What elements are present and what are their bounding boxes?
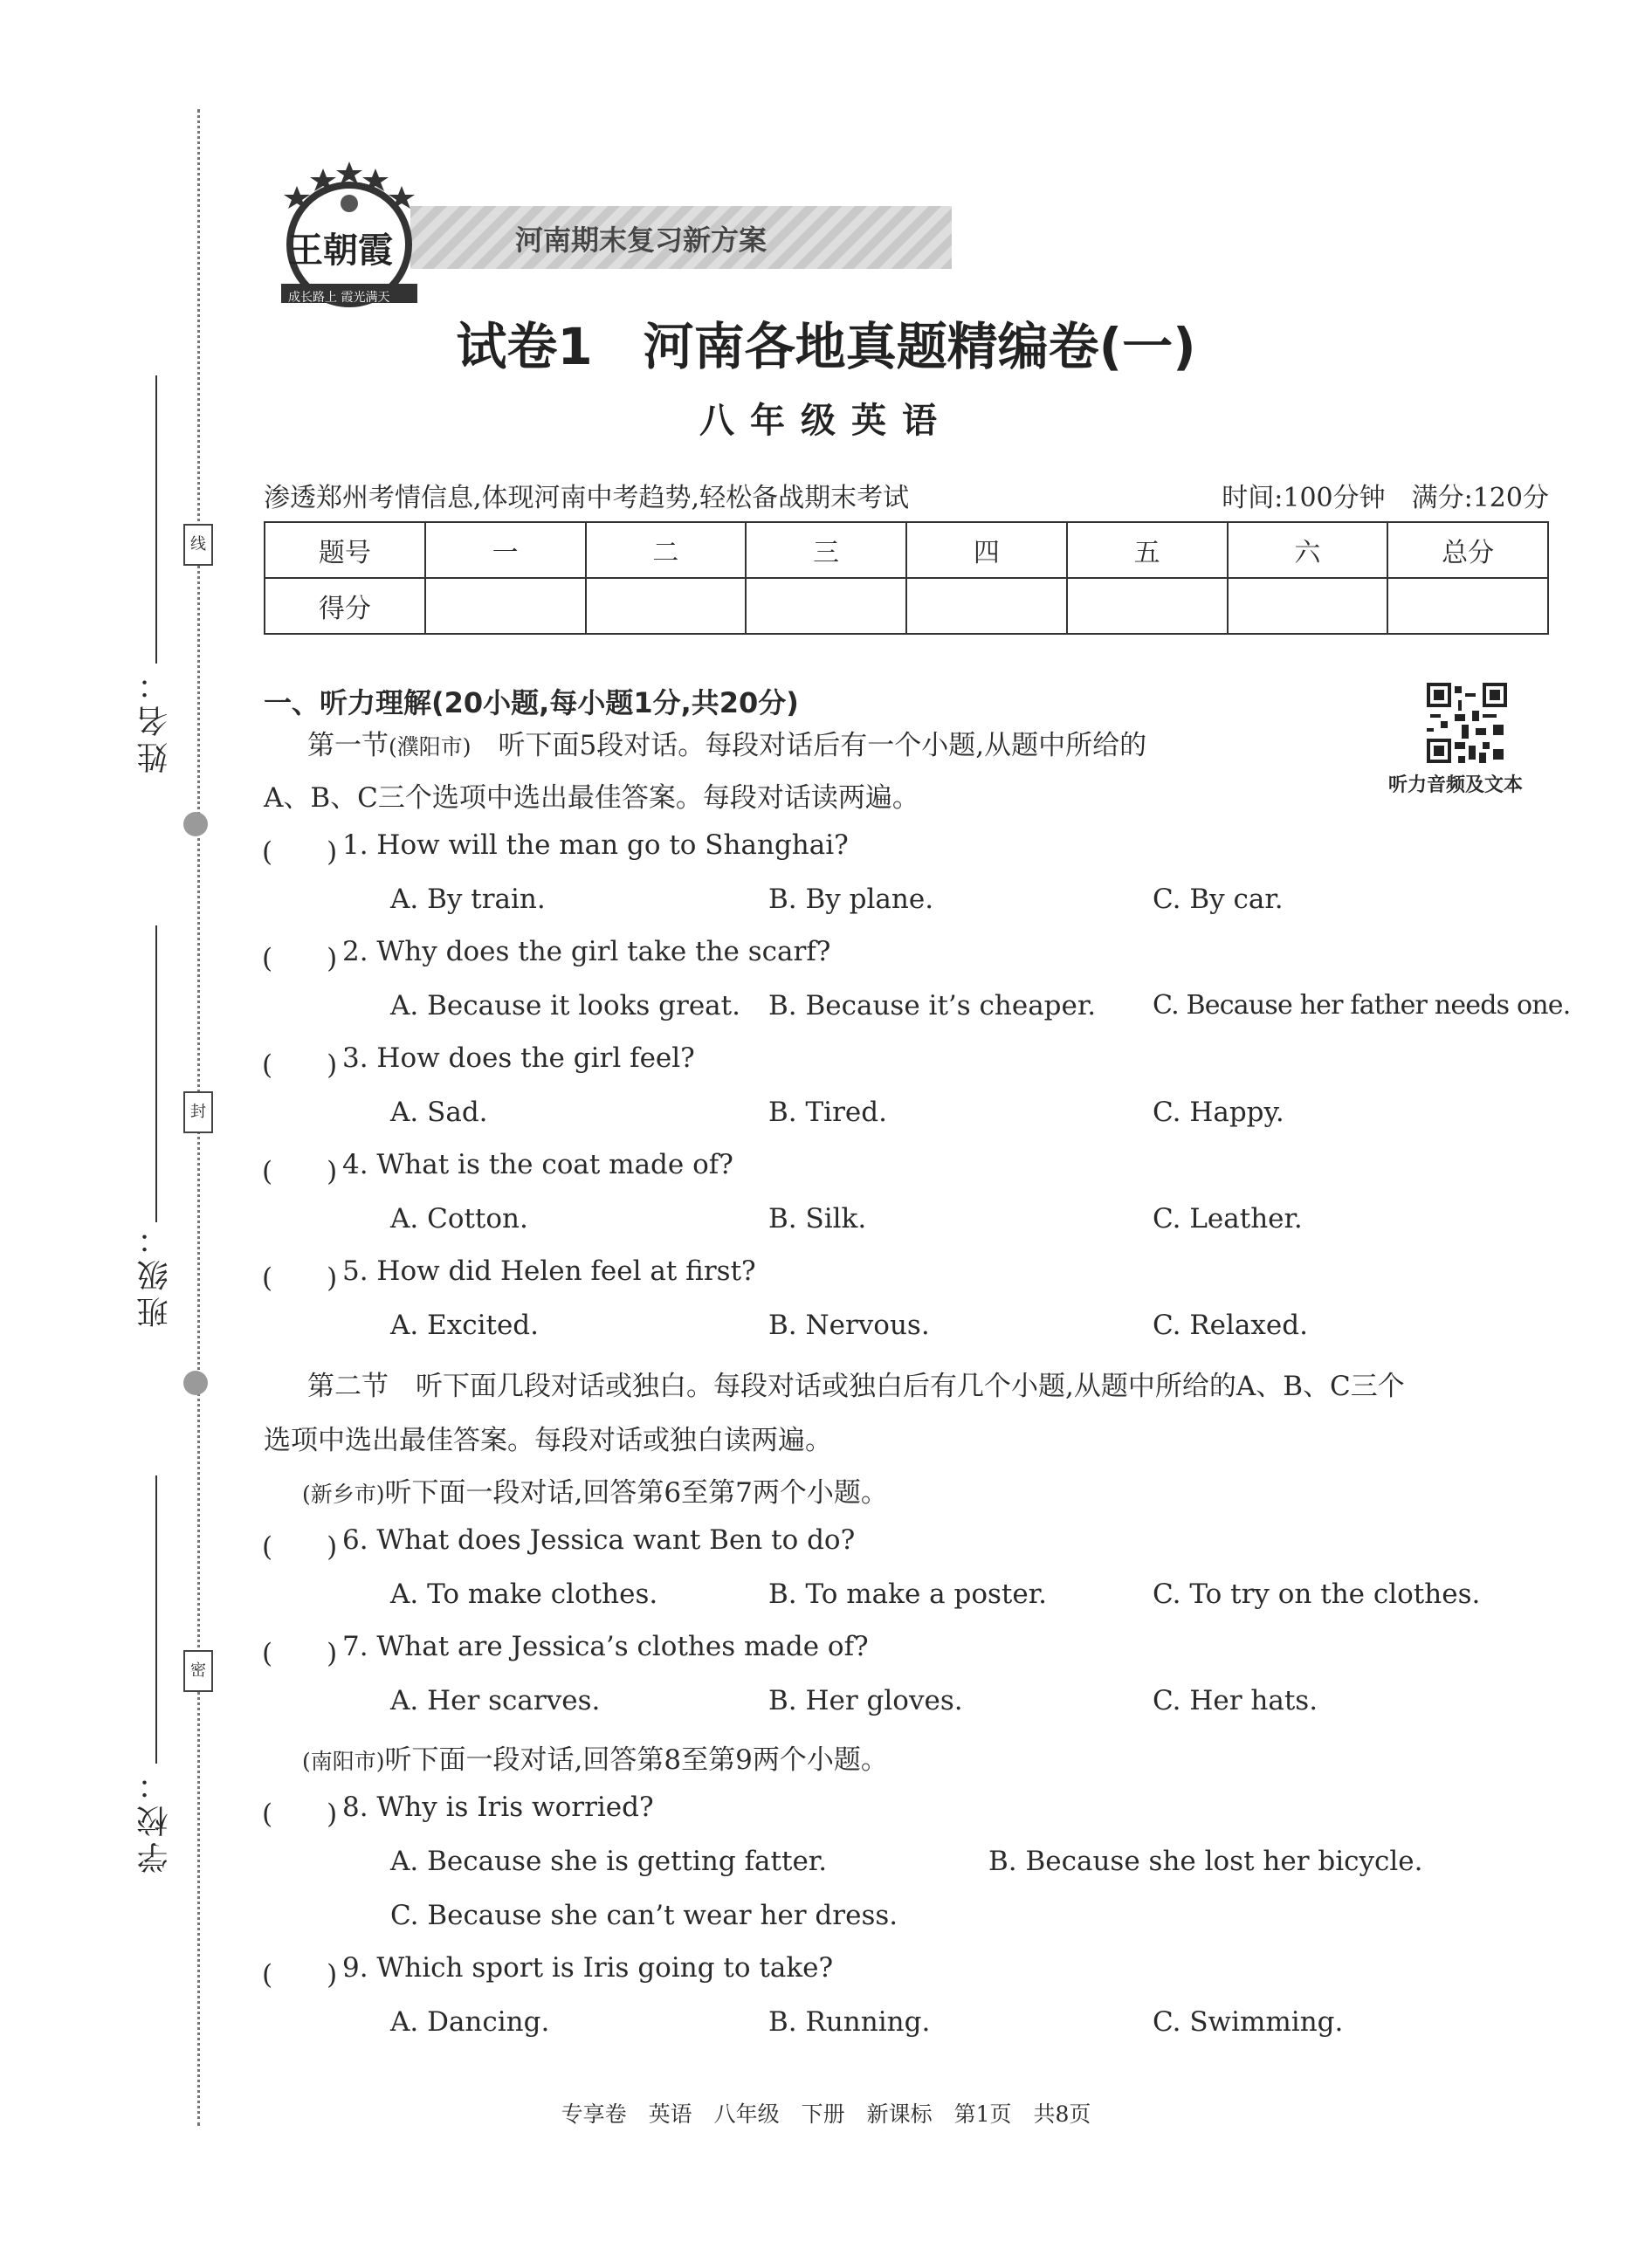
cut-mark-line: 线: [183, 524, 213, 566]
cut-mark-seal: 封: [183, 1091, 213, 1133]
option-b: B. Her gloves.: [768, 1685, 963, 1716]
part2-instruction-cont: 选项中选出最佳答案。每段对话或独白读两遍。: [264, 1425, 832, 1456]
option-c: C. Swimming.: [1153, 2006, 1344, 2038]
question-text: 2. Why does the girl take the scarf?: [342, 936, 831, 967]
logo-brand: 王朝霞: [288, 230, 393, 271]
score-cell[interactable]: [1067, 578, 1228, 634]
option-c: C. Happy.: [1153, 1097, 1284, 1128]
option-a: A. Cotton.: [390, 1203, 528, 1235]
answer-bracket[interactable]: ( ): [262, 1531, 338, 1563]
exam-title: 试卷1 河南各地真题精编卷(一): [456, 317, 1196, 376]
exam-subtitle: 八年级英语: [699, 401, 953, 441]
option-b: B. Because she lost her bicycle.: [988, 1846, 1423, 1877]
score-header-cell: 一: [425, 522, 586, 578]
option-c: C. To try on the clothes.: [1153, 1578, 1481, 1610]
option-a: A. Excited.: [390, 1310, 539, 1341]
option-c: C. By car.: [1153, 884, 1284, 915]
answer-bracket[interactable]: ( ): [262, 1799, 338, 1830]
question-text: 4. What is the coat made of?: [342, 1149, 733, 1180]
question-text: 5. How did Helen feel at first?: [342, 1255, 756, 1287]
question-text: 7. What are Jessica’s clothes made of?: [342, 1631, 869, 1662]
school-label: 学校：: [137, 1764, 173, 1874]
question-text: 3. How does the girl feel?: [342, 1042, 695, 1074]
swirl-icon: [183, 1371, 208, 1395]
score-cell[interactable]: [425, 578, 586, 634]
question-text: 6. What does Jessica want Ben to do?: [342, 1524, 856, 1556]
part1-instruction: 第一节(濮阳市) 听下面5段对话。每段对话后有一个小题,从题中所给的: [307, 730, 1147, 761]
class-underline: [155, 925, 157, 1222]
answer-bracket[interactable]: ( ): [262, 1638, 338, 1669]
question-text: 9. Which sport is Iris going to take?: [342, 1952, 834, 1984]
option-b: B. Silk.: [768, 1203, 867, 1235]
option-a: A. Because she is getting fatter.: [390, 1846, 828, 1877]
cut-mark-secret: 密: [183, 1650, 213, 1692]
exam-tagline: 渗透郑州考情信息,体现河南中考趋势,轻松备战期末考试: [264, 483, 910, 513]
option-a: A. Sad.: [390, 1097, 488, 1128]
option-b: B. To make a poster.: [768, 1578, 1047, 1610]
option-b: B. By plane.: [768, 884, 934, 915]
part1-instruction-cont: A、B、C三个选项中选出最佳答案。每段对话读两遍。: [264, 782, 919, 814]
score-header-cell: 四: [906, 522, 1067, 578]
score-cell[interactable]: [1228, 578, 1388, 634]
option-c: C. Because she can’t wear her dress.: [390, 1900, 898, 1931]
source-city: (濮阳市): [389, 734, 472, 760]
option-c: C. Because her father needs one.: [1153, 990, 1571, 1021]
score-header-cell: 题号: [265, 522, 425, 578]
part2-instruction: 第二节 听下面几段对话或独白。每段对话或独白后有几个小题,从题中所给的A、B、C三个: [307, 1371, 1405, 1402]
page-footer: 专享卷 英语 八年级 下册 新课标 第1页 共8页: [561, 2101, 1091, 2127]
score-cell[interactable]: [586, 578, 747, 634]
school-underline: [155, 1475, 157, 1764]
option-a: A. Dancing.: [390, 2006, 550, 2038]
score-row-label: 得分: [265, 578, 425, 634]
group2-instruction: (南阳市)听下面一段对话,回答第8至第9两个小题。: [302, 1744, 888, 1776]
score-cell[interactable]: [906, 578, 1067, 634]
group1-instruction: (新乡市)听下面一段对话,回答第6至第7两个小题。: [302, 1477, 888, 1509]
score-header-cell: 总分: [1387, 522, 1548, 578]
score-header-cell: 六: [1228, 522, 1388, 578]
qr-label: 听力音频及文本: [1388, 774, 1524, 796]
qr-code-icon[interactable]: [1427, 683, 1507, 763]
option-b: B. Tired.: [768, 1097, 887, 1128]
logo-slogan: 成长路上 霞光满天: [288, 291, 390, 305]
source-city: (南阳市): [302, 1749, 385, 1774]
option-b: B. Because it’s cheaper.: [768, 990, 1097, 1021]
score-table-score-row: [265, 578, 1548, 634]
answer-bracket[interactable]: ( ): [262, 1156, 338, 1187]
answer-bracket[interactable]: ( ): [262, 1049, 338, 1081]
answer-bracket[interactable]: ( ): [262, 1262, 338, 1294]
source-city: (新乡市): [302, 1482, 385, 1507]
answer-bracket[interactable]: ( ): [262, 943, 338, 974]
score-header-cell: 五: [1067, 522, 1228, 578]
banner-text: 河南期末复习新方案: [515, 224, 767, 257]
question-text: 1. How will the man go to Shanghai?: [342, 829, 849, 861]
name-label: 姓名：: [137, 664, 173, 774]
swirl-icon: [183, 812, 208, 836]
option-a: A. Because it looks great.: [390, 990, 740, 1021]
score-header-cell: 三: [746, 522, 906, 578]
section-title: 一、听力理解(20小题,每小题1分,共20分): [264, 686, 799, 719]
option-b: B. Running.: [768, 2006, 931, 2038]
score-table: [264, 521, 1549, 635]
option-c: C. Her hats.: [1153, 1685, 1318, 1716]
class-label: 班级：: [137, 1218, 173, 1328]
option-a: A. To make clothes.: [390, 1578, 658, 1610]
score-cell[interactable]: [746, 578, 906, 634]
score-table-header-row: [265, 522, 1548, 578]
score-cell[interactable]: [1387, 578, 1548, 634]
option-a: A. By train.: [390, 884, 546, 915]
exam-time-score: 时间:100分钟 满分:120分: [1222, 483, 1549, 513]
question-text: 8. Why is Iris worried?: [342, 1792, 654, 1823]
option-a: A. Her scarves.: [390, 1685, 601, 1716]
answer-bracket[interactable]: ( ): [262, 1959, 338, 1991]
answer-bracket[interactable]: ( ): [262, 836, 338, 868]
option-c: C. Leather.: [1153, 1203, 1303, 1235]
score-header-cell: 二: [586, 522, 747, 578]
option-c: C. Relaxed.: [1153, 1310, 1308, 1341]
option-b: B. Nervous.: [768, 1310, 930, 1341]
